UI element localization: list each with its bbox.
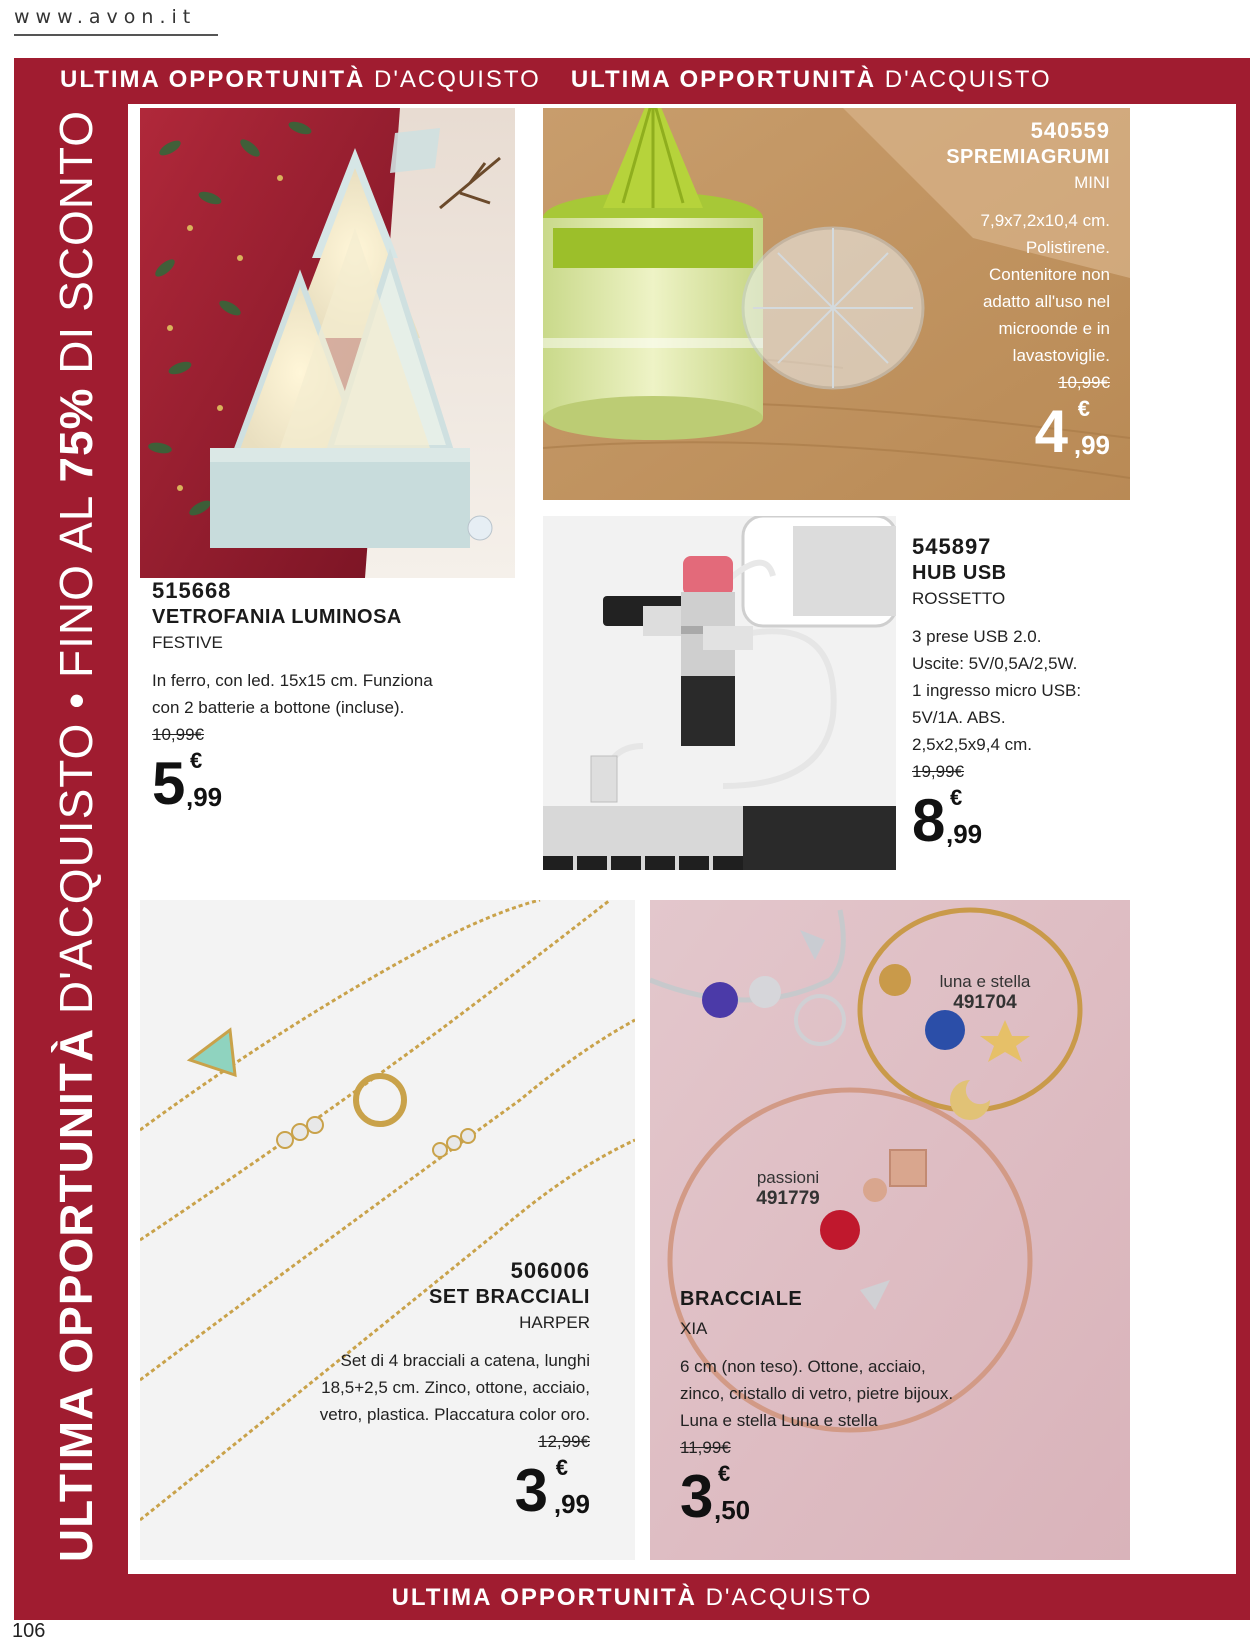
spremiagrumi-desc-line: Contenitore non xyxy=(989,265,1110,284)
vetrofania-name: VETROFANIA LUMINOSA xyxy=(152,606,402,628)
vetrofania-description xyxy=(152,667,502,721)
spremiagrumi-old-price: 10,99€ xyxy=(1058,373,1110,392)
hub-usb-desc-line: 3 prese USB 2.0. xyxy=(912,627,1042,646)
price-decimal: ,50 xyxy=(714,1495,751,1525)
bracciale-old-price: 11,99€ xyxy=(680,1438,731,1457)
set-bracciali-price xyxy=(230,1455,590,1524)
price-integer: 3 xyxy=(680,1463,714,1530)
page-number: 106 xyxy=(12,1620,46,1642)
spremiagrumi-desc-line: adatto all'uso nel xyxy=(982,292,1110,311)
price-decimal: ,99 xyxy=(186,782,223,812)
vetrofania-desc-line: In ferro, con led. 15x15 cm. Funziona xyxy=(152,671,433,690)
top-banner-bold-1: ULTIMA OPPORTUNITÀ xyxy=(60,66,366,93)
side-banner-sconto: DI SCONTO xyxy=(50,109,102,374)
bracciale-desc-line: 6 cm (non teso). Ottone, acciaio, xyxy=(680,1357,926,1376)
price-integer: 4 xyxy=(1034,398,1068,465)
spremiagrumi-info xyxy=(830,118,1110,465)
vetrofania-info xyxy=(152,578,502,817)
bottom-banner-light: D'ACQUISTO xyxy=(705,1584,873,1611)
variant-label-luna-stella xyxy=(915,972,1055,1014)
side-banner-discount: 75% xyxy=(50,387,102,483)
top-banner xyxy=(14,60,1250,100)
side-banner-light: D'ACQUISTO • FINO AL xyxy=(50,496,102,1015)
price-currency: € xyxy=(950,785,963,810)
usb-hub-illustration xyxy=(543,516,896,870)
top-banner-light-1: D'ACQUISTO xyxy=(373,66,541,93)
price-decimal: ,99 xyxy=(553,1489,590,1519)
site-url[interactable]: www.avon.it xyxy=(14,6,197,28)
spremiagrumi-desc-line: lavastoviglie. xyxy=(1012,346,1110,365)
bottom-banner-bold: ULTIMA OPPORTUNITÀ xyxy=(391,1584,697,1611)
hub-usb-desc-line: Uscite: 5V/0,5A/2,5W. xyxy=(912,654,1078,673)
bracciale-name: BRACCIALE xyxy=(680,1288,803,1310)
bracciale-line: XIA xyxy=(680,1319,708,1338)
spremiagrumi-name: SPREMIAGRUMI xyxy=(946,146,1110,168)
variant-code: 491704 xyxy=(953,992,1017,1013)
bracciale-description xyxy=(680,1353,1100,1434)
price-decimal: ,99 xyxy=(946,819,983,849)
bracciale-info xyxy=(680,1286,1100,1530)
bracciale-desc-line: zinco, cristallo di vetro, pietre bijoux. xyxy=(680,1384,954,1403)
hub-usb-description xyxy=(912,623,1112,758)
set-bracciali-desc-line: Set di 4 bracciali a catena, lunghi xyxy=(340,1351,590,1370)
set-bracciali-desc-line: vetro, plastica. Placcatura color oro. xyxy=(319,1405,590,1424)
top-banner-light-2: D'ACQUISTO xyxy=(884,66,1052,93)
price-decimal: ,99 xyxy=(1073,430,1110,460)
spremiagrumi-desc-line: Polistirene. xyxy=(1025,238,1110,257)
spremiagrumi-price xyxy=(830,396,1110,465)
top-banner-bold-2: ULTIMA OPPORTUNITÀ xyxy=(570,66,877,93)
hub-usb-line: ROSSETTO xyxy=(912,589,1006,608)
hub-usb-name: HUB USB xyxy=(912,562,1007,584)
set-bracciali-desc-line: 18,5+2,5 cm. Zinco, ottone, acciaio, xyxy=(321,1378,590,1397)
vetrofania-line: FESTIVE xyxy=(152,633,223,652)
hub-usb-code: 545897 xyxy=(912,534,992,559)
hub-usb-info xyxy=(912,534,1112,854)
set-bracciali-line: HARPER xyxy=(519,1313,590,1332)
set-bracciali-name: SET BRACCIALI xyxy=(429,1286,590,1308)
spremiagrumi-desc-line: 7,9x7,2x10,4 cm. xyxy=(980,211,1110,230)
hub-usb-price xyxy=(912,785,1112,854)
price-integer: 8 xyxy=(912,787,946,854)
hub-usb-old-price: 19,99€ xyxy=(912,762,964,781)
set-bracciali-old-price: 12,99€ xyxy=(538,1432,590,1451)
variant-label-passioni xyxy=(728,1168,848,1210)
vetrofania-price xyxy=(152,748,502,817)
bracciale-desc-line: Luna e stella Luna e stella xyxy=(680,1411,878,1430)
hub-usb-photo[interactable] xyxy=(543,516,896,870)
spremiagrumi-description xyxy=(830,207,1110,369)
side-banner xyxy=(46,106,106,1566)
hub-usb-desc-line: 2,5x2,5x9,4 cm. xyxy=(912,735,1033,754)
set-bracciali-description xyxy=(230,1347,590,1428)
hub-usb-desc-line: 1 ingresso micro USB: xyxy=(912,681,1082,700)
vetrofania-old-price: 10,99€ xyxy=(152,725,204,744)
variant-name: luna e stella xyxy=(939,972,1031,991)
price-currency: € xyxy=(718,1461,731,1486)
vetrofania-code: 515668 xyxy=(152,578,232,603)
variant-code: 491779 xyxy=(756,1188,820,1209)
price-currency: € xyxy=(190,748,203,773)
price-currency: € xyxy=(555,1455,568,1480)
vetrofania-desc-line: con 2 batterie a bottone (incluse). xyxy=(152,698,405,717)
hub-usb-desc-line: 5V/1A. ABS. xyxy=(912,708,1006,727)
price-currency: € xyxy=(1077,396,1090,421)
site-url-underline xyxy=(14,34,218,36)
spremiagrumi-code: 540559 xyxy=(1030,118,1110,143)
spremiagrumi-line: MINI xyxy=(1074,173,1110,192)
bottom-banner xyxy=(14,1578,1250,1618)
spremiagrumi-desc-line: microonde e in xyxy=(998,319,1110,338)
trees-illustration xyxy=(140,108,515,578)
variant-name: passioni xyxy=(756,1168,820,1187)
side-banner-bold: ULTIMA OPPORTUNITÀ xyxy=(50,1027,102,1563)
price-integer: 5 xyxy=(152,750,186,817)
set-bracciali-info xyxy=(230,1258,590,1524)
set-bracciali-code: 506006 xyxy=(510,1258,590,1283)
price-integer: 3 xyxy=(514,1457,548,1524)
vetrofania-photo[interactable] xyxy=(140,108,515,578)
bracciale-price xyxy=(680,1461,1100,1530)
